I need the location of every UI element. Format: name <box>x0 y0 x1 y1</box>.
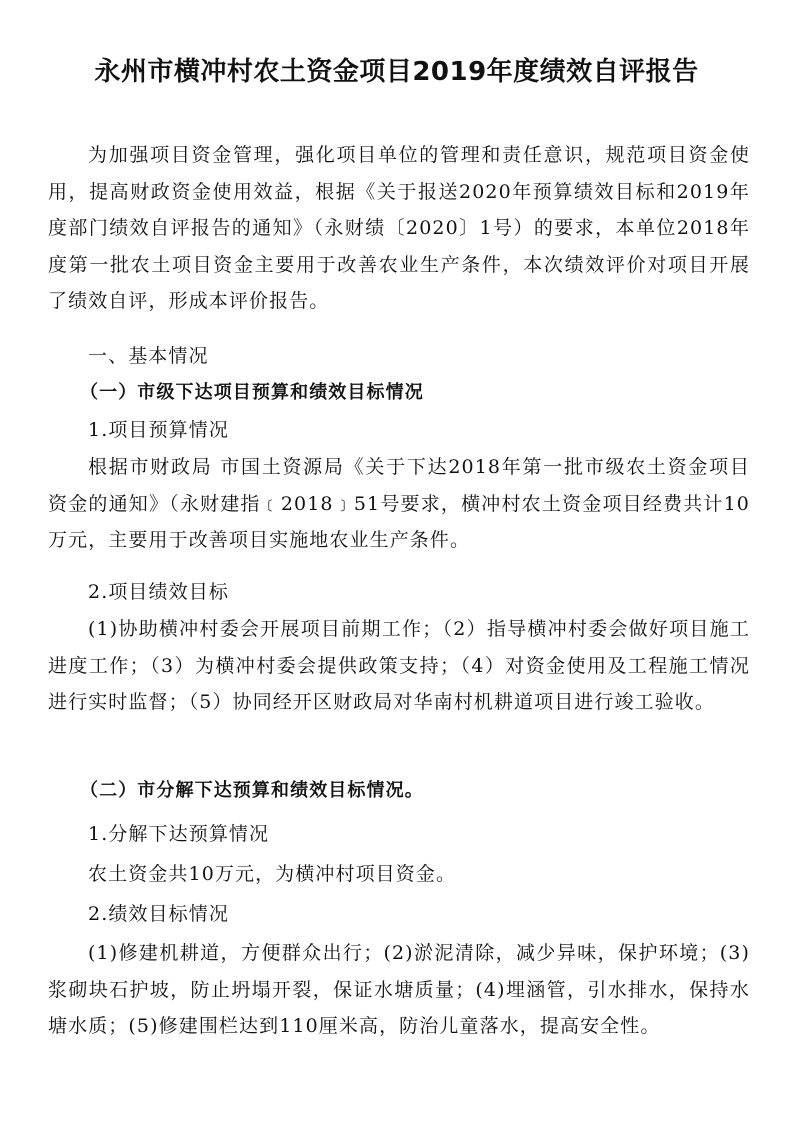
item-heading-performance-goals: 2.项目绩效目标 <box>88 581 229 603</box>
item-heading-budget: 1.项目预算情况 <box>88 419 229 441</box>
item-heading-goals-status: 2.绩效目标情况 <box>88 903 229 925</box>
budget-paragraph: 根据市财政局 市国土资源局《关于下达2018年第一批市级农土资金项目资金的通知》（永财建指﹝2018﹞51号要求，横冲村农土资金项目经费共计10万元，主要用于改善项目实施地农业生产条件。 <box>48 456 750 551</box>
item-heading-allocation-budget: 1.分解下达预算情况 <box>88 823 270 845</box>
subsection-heading-city-budget: （一）市级下达项目预算和绩效目标情况 <box>80 382 424 403</box>
intro-paragraph: 为加强项目资金管理，强化项目单位的管理和责任意识，规范项目资金使用，提高财政资金使用效益，根据《关于报送2020年预算绩效目标和2019年度部门绩效自评报告的通知》（永财绩〔2020〕1号）的要求，本单位2018年度第一批农土项目资金主要用于改善农业生产条件，本次绩效评价对项目开展了绩效自评，形成本评价报告。 <box>48 144 750 312</box>
subsection-heading-allocation: （二）市分解下达预算和绩效目标情况。 <box>80 780 424 801</box>
section-heading-basic-info: 一、基本情况 <box>88 345 209 367</box>
goals-status-paragraph: (1)修建机耕道，方便群众出行；(2)淤泥清除，减少异味，保护环境；(3)浆砌块石护坡，防止坍塌开裂，保证水塘质量；(4)埋涵管，引水排水，保持水塘水质；(5)修建围栏达到110厘米高，防治儿童落水，提高安全性。 <box>48 942 750 1037</box>
allocation-budget-text: 农土资金共10万元，为横冲村项目资金。 <box>88 863 457 885</box>
performance-goals-paragraph: (1)协助横冲村委会开展项目前期工作；（2）指导横冲村委会做好项目施工进度工作；（3）为横冲村委会提供政策支持；（4）对资金使用及工程施工情况进行实时监督；（5）协同经开区财政局对华南村机耕道项目进行竣工验收。 <box>48 618 750 713</box>
document-title: 永州市横冲村农土资金项目2019年度绩效自评报告 <box>94 57 699 87</box>
